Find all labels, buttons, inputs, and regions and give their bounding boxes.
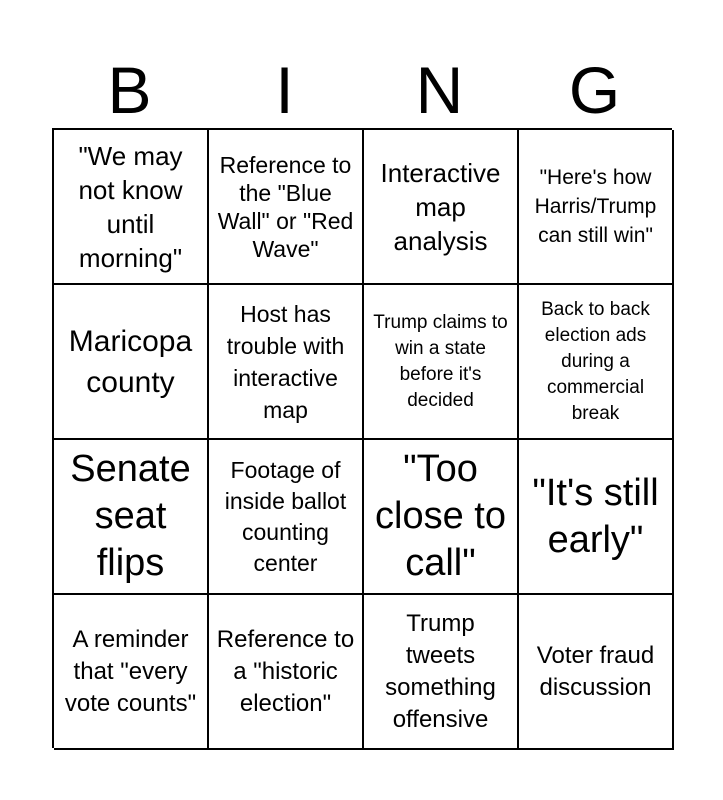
cell-text: Host has trouble with interactive map: [226, 300, 345, 423]
bingo-cell[interactable]: [364, 285, 519, 440]
bingo-cell[interactable]: [209, 595, 364, 750]
bingo-cell[interactable]: [519, 285, 674, 440]
bingo-board: [52, 128, 672, 748]
header-letter-b: B: [107, 53, 152, 127]
bingo-header: [52, 55, 672, 125]
header-letter-i: I: [275, 53, 294, 127]
bingo-cell[interactable]: [519, 595, 674, 750]
bingo-cell[interactable]: [519, 440, 674, 595]
cell-text: Reference to the "Blue Wall" or "Red Wave": [217, 151, 354, 262]
bingo-cell[interactable]: [209, 130, 364, 285]
cell-text: Interactive map analysis: [380, 157, 501, 256]
cell-text: Voter fraud discussion: [536, 641, 655, 701]
bingo-cell[interactable]: [364, 130, 519, 285]
bingo-cell[interactable]: [54, 130, 209, 285]
cell-text: Back to back election ads during a commercial break: [541, 298, 650, 424]
bingo-cell[interactable]: [209, 285, 364, 440]
cell-text: Trump claims to win a state before it's decided: [373, 311, 508, 411]
header-letter-n: N: [415, 53, 464, 127]
bingo-cell[interactable]: [54, 440, 209, 595]
cell-text: A reminder that "every vote counts": [64, 625, 197, 717]
cell-text: Trump tweets something offensive: [385, 609, 496, 733]
cell-text: Footage of inside ballot counting center: [224, 456, 347, 576]
bingo-cell[interactable]: [54, 285, 209, 440]
cell-text: "It's still early": [532, 471, 659, 561]
bingo-cell[interactable]: [209, 440, 364, 595]
cell-text: Maricopa county: [68, 324, 193, 399]
bingo-cell[interactable]: [54, 595, 209, 750]
bingo-cell[interactable]: [519, 130, 674, 285]
bingo-cell[interactable]: [364, 595, 519, 750]
cell-text: "We may not know until morning": [78, 140, 183, 273]
cell-text: Reference to a "historic election": [216, 625, 355, 717]
cell-text: Senate seat flips: [70, 448, 191, 584]
cell-text: "Too close to call": [375, 448, 506, 584]
header-letter-g: G: [568, 53, 621, 127]
cell-text: "Here's how Harris/Trump can still win": [534, 166, 657, 247]
bingo-cell[interactable]: [364, 440, 519, 595]
